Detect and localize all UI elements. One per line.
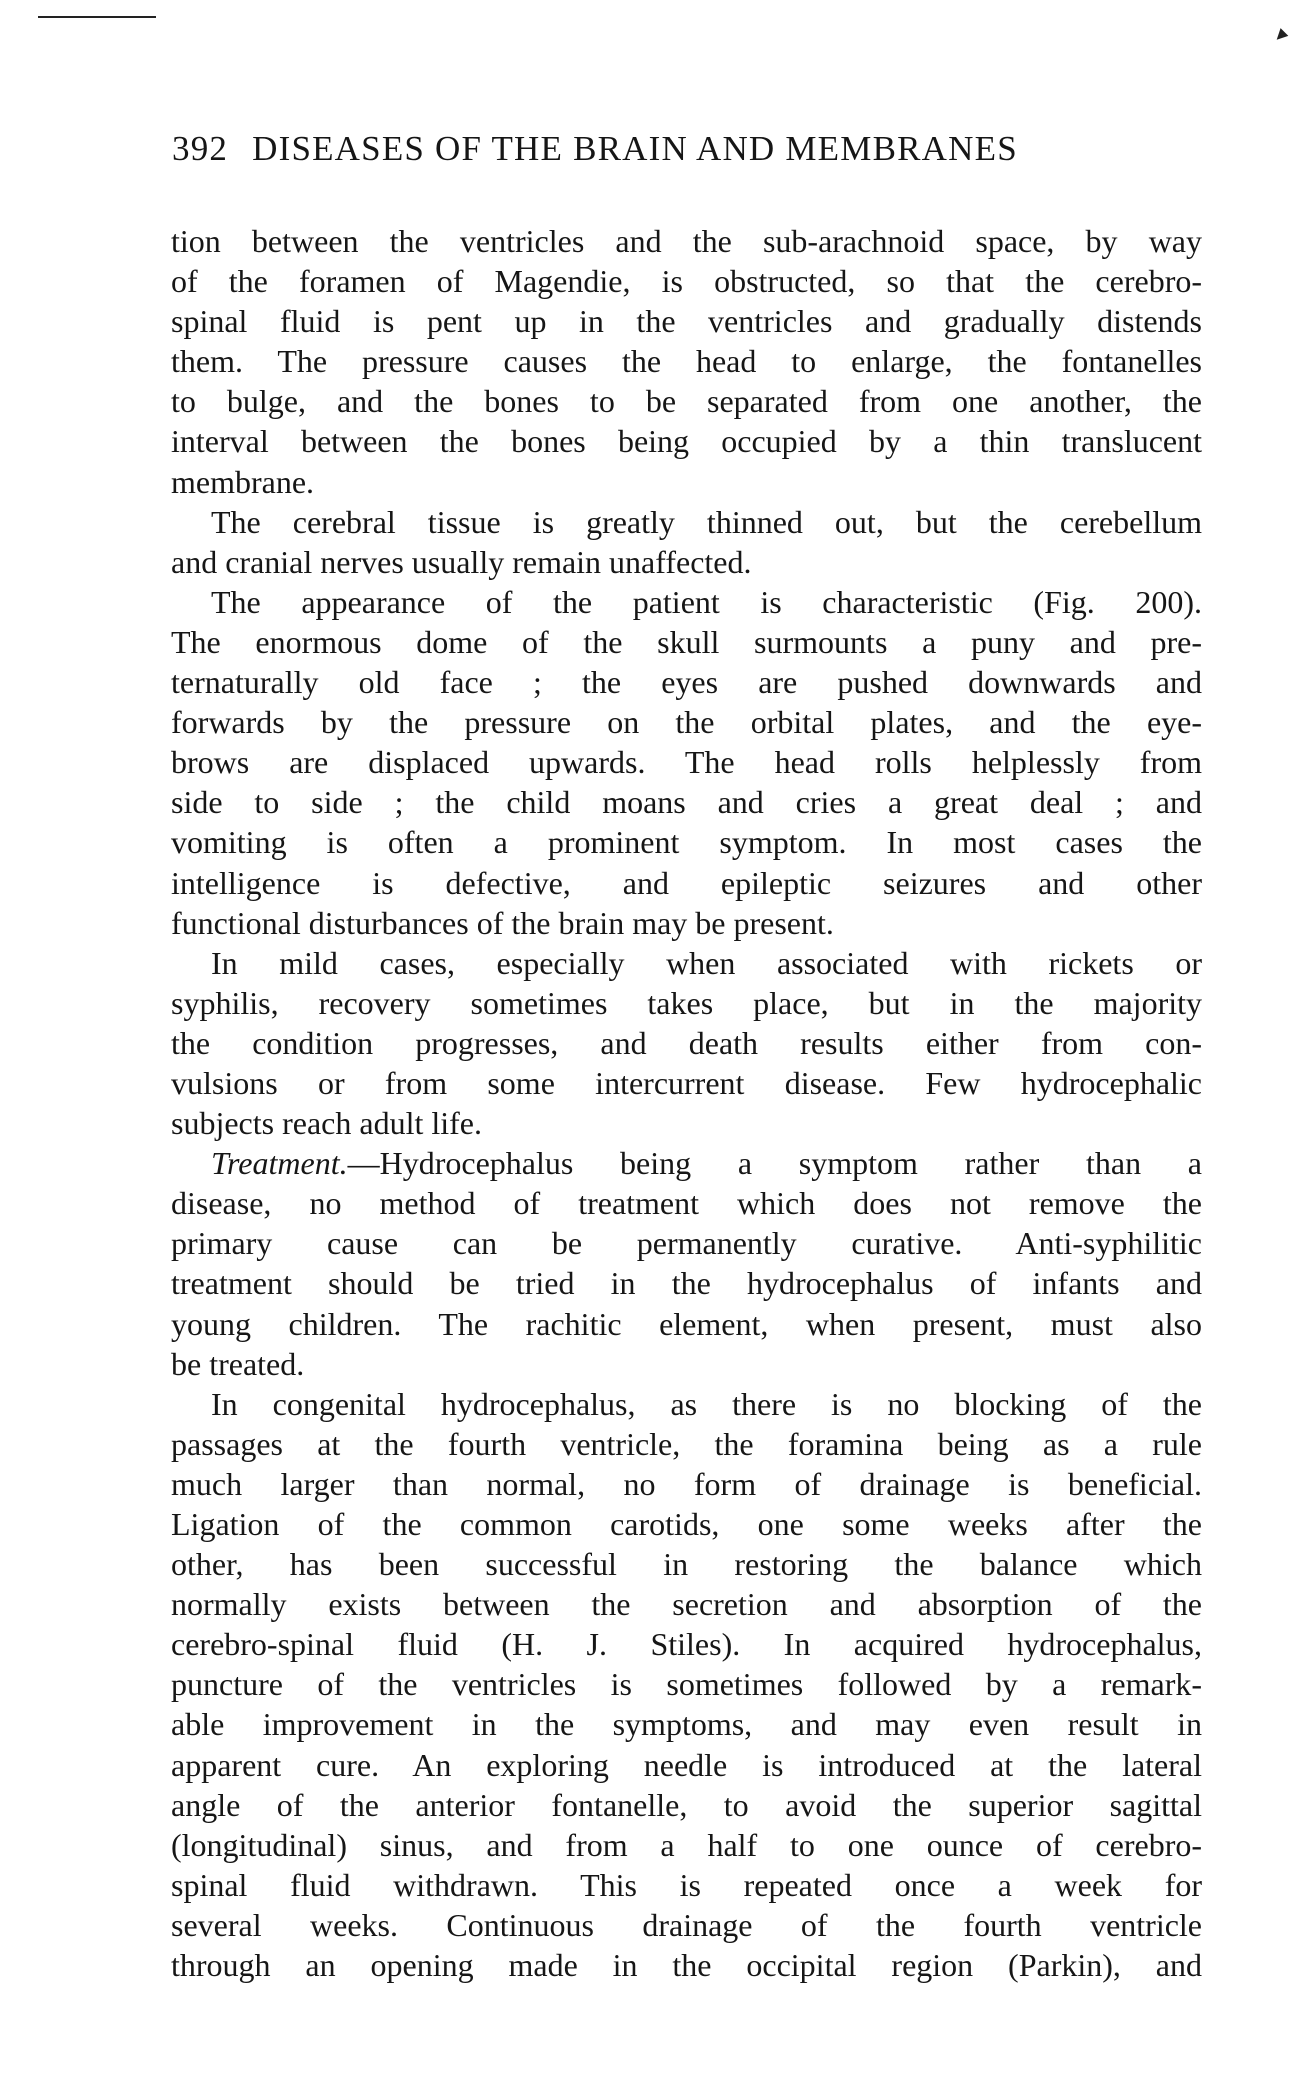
running-title: DISEASES OF THE BRAIN AND MEMBRANES	[252, 129, 1018, 168]
page-number: 392	[172, 129, 229, 168]
running-head	[172, 124, 1202, 174]
text-line: to bulge, and the bones to be separated from one another, the	[171, 383, 1202, 420]
text-run: —Hydrocephalus being a symptom rather than a	[347, 1145, 1202, 1182]
text-line: (longitudinal) sinus, and from a half to one ounce of cerebro-	[171, 1826, 1202, 1863]
text-line: through an opening made in the occipital region (Parkin), and	[171, 1947, 1202, 1984]
text-line: The appearance of the patient is characteristic (Fig. 200).	[211, 583, 1202, 620]
text-line: the condition progresses, and death results either from con-	[171, 1024, 1202, 1061]
text-line: be treated.	[171, 1345, 305, 1382]
text-line: several weeks. Continuous drainage of the fourth ventricle	[171, 1906, 1202, 1943]
text-line: disease, no method of treatment which does not remove the	[171, 1185, 1202, 1222]
text-line: vomiting is often a prominent symptom. In most cases the	[171, 824, 1202, 861]
text-line: forwards by the pressure on the orbital plates, and the eye-	[171, 704, 1202, 741]
text-line: treatment should be tried in the hydrocephalus of infants and	[171, 1265, 1202, 1302]
text-line: spinal fluid withdrawn. This is repeated once a week for	[171, 1866, 1202, 1903]
body-text	[171, 221, 1202, 1985]
text-line: brows are displaced upwards. The head rolls helplessly from	[171, 744, 1202, 781]
text-line: young children. The rachitic element, when present, must also	[171, 1305, 1202, 1342]
text-line: of the foramen of Magendie, is obstructed, so that the cerebro-	[171, 263, 1202, 300]
text-line: puncture of the ventricles is sometimes followed by a remark-	[171, 1666, 1202, 1703]
text-line: them. The pressure causes the head to enlarge, the fontanelles	[171, 343, 1202, 380]
text-line: spinal fluid is pent up in the ventricles and gradually distends	[171, 303, 1202, 340]
text-line: and cranial nerves usually remain unaffected.	[171, 543, 752, 580]
text-line: Ligation of the common carotids, one some weeks after the	[171, 1506, 1202, 1542]
text-line: The cerebral tissue is greatly thinned out, but the cerebellum	[211, 503, 1202, 540]
text-line: ternaturally old face ; the eyes are pushed downwards and	[171, 664, 1202, 701]
text-line: side to side ; the child moans and cries a great deal ; and	[171, 784, 1202, 821]
text-line: intelligence is defective, and epileptic seizures and other	[171, 864, 1202, 901]
text-line: cerebro-spinal fluid (H. J. Stiles). In acquired hydrocephalus,	[171, 1626, 1202, 1663]
text-line: tion between the ventricles and the sub-arachnoid space, by way	[171, 223, 1202, 259]
text-line: In congenital hydrocephalus, as there is no blocking of the	[211, 1385, 1202, 1422]
text-line: other, has been successful in restoring the balance which	[171, 1546, 1202, 1583]
text-line: membrane.	[171, 463, 315, 500]
text-line: apparent cure. An exploring needle is introduced at the lateral	[171, 1746, 1202, 1783]
text-line: normally exists between the secretion and absorption of the	[171, 1586, 1202, 1623]
text-line: able improvement in the symptoms, and may even result in	[171, 1706, 1202, 1743]
text-line: passages at the fourth ventricle, the foramina being as a rule	[171, 1425, 1202, 1462]
top-rule	[38, 16, 156, 18]
text-line: In mild cases, especially when associated with rickets or	[211, 944, 1202, 981]
text-line: much larger than normal, no form of drainage is beneficial.	[171, 1465, 1202, 1502]
text-line: vulsions or from some intercurrent disease. Few hydrocephalic	[171, 1064, 1202, 1101]
text-line: subjects reach adult life.	[171, 1105, 482, 1142]
text-line	[171, 1143, 1202, 1183]
text-line: functional disturbances of the brain may be present.	[171, 904, 834, 941]
corner-mark: ▾	[1269, 21, 1295, 48]
section-heading-treatment: Treatment.	[211, 1145, 348, 1182]
text-line: primary cause can be permanently curative. Anti-syphilitic	[171, 1225, 1202, 1262]
text-line: The enormous dome of the skull surmounts a puny and pre-	[171, 623, 1202, 660]
text-line: interval between the bones being occupied by a thin translucent	[171, 423, 1202, 460]
text-line: syphilis, recovery sometimes takes place, but in the majority	[171, 984, 1202, 1021]
text-line: angle of the anterior fontanelle, to avoid the superior sagittal	[171, 1786, 1202, 1823]
